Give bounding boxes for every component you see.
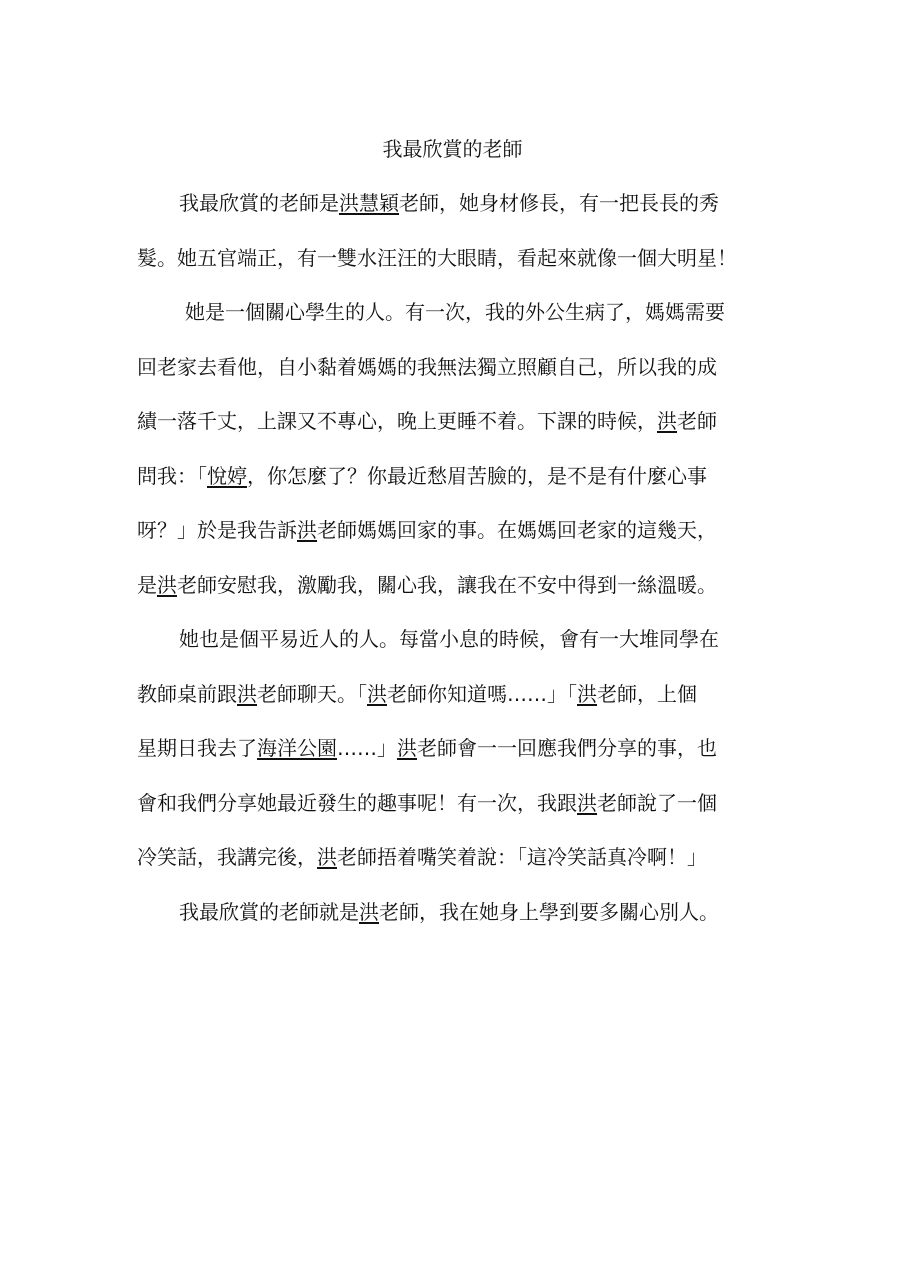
- essay-line: [137, 570, 797, 600]
- text-run: 她也是個平易近人的人。每當小息的時候，會有一大堆同學在: [179, 627, 719, 651]
- text-run: 老師，她身材修長，有一把長長的秀: [399, 191, 719, 215]
- essay-line: [137, 733, 797, 763]
- text-run: 是: [137, 572, 157, 597]
- text-run: 我最欣賞的老師是: [179, 191, 339, 215]
- text-run: 冷笑話，我講完後，: [137, 845, 317, 869]
- document-title: 我最欣賞的老師: [382, 137, 523, 161]
- text-run: 會和我們分享她最近發生的趣事呢！有一次，我跟: [137, 790, 577, 815]
- underlined-proper-name: 洪: [577, 681, 597, 706]
- essay-line: [137, 297, 845, 327]
- text-run: 教師桌前跟: [137, 681, 237, 706]
- text-run: 回老家去看他，自小黏着媽媽的我無法獨立照顧自己，所以我的成: [137, 354, 717, 379]
- text-run: ……」: [337, 736, 397, 760]
- text-run: 老師，我在她身上學到要多關心別人。: [379, 899, 719, 924]
- text-run: 老師: [677, 409, 717, 433]
- essay-line: [137, 406, 797, 436]
- underlined-proper-name: 洪: [237, 681, 257, 706]
- text-run: 我最欣賞的老師就是: [179, 899, 359, 924]
- text-run: 呀？」於是我告訴: [137, 518, 297, 542]
- text-run: 老師媽媽回家的事。在媽媽回老家的這幾天，: [317, 518, 717, 542]
- underlined-proper-name: 洪: [297, 518, 317, 542]
- essay-line: [137, 243, 797, 273]
- text-run: 老師會一一回應我們分享的事，也: [417, 736, 717, 760]
- underlined-proper-name: 洪: [367, 681, 387, 706]
- essay-line: [137, 461, 797, 491]
- text-run: 老師，上個: [597, 681, 697, 706]
- essay-line: [137, 624, 839, 654]
- text-run: 老師說了一個: [597, 790, 717, 815]
- underlined-proper-name: 洪: [397, 736, 417, 760]
- underlined-proper-name: 洪: [359, 899, 379, 924]
- essay-line: [137, 679, 797, 709]
- text-run: ，你怎麼了？你最近愁眉苦臉的，是不是有什麼心事: [247, 463, 707, 488]
- underlined-proper-name: 洪: [577, 790, 597, 815]
- underlined-proper-name: 海洋公園: [257, 736, 337, 760]
- text-run: 老師你知道嗎……」「: [387, 681, 577, 706]
- text-run: 她是一個關心學生的人。有一次，我的外公生病了，媽媽需要: [185, 300, 725, 324]
- text-run: 問我：「: [137, 463, 207, 488]
- underlined-proper-name: 洪: [657, 409, 677, 433]
- text-run: 髮。她五官端正，有一雙水汪汪的大眼睛，看起來就像一個大明星！: [137, 245, 737, 270]
- text-run: 老師安慰我，激勵我，關心我，讓我在不安中得到一絲溫暖。: [177, 572, 717, 597]
- text-run: 績一落千丈，上課又不專心，晚上更睡不着。下課的時候，: [137, 409, 657, 433]
- underlined-proper-name: 洪慧穎: [339, 191, 399, 215]
- underlined-proper-name: 洪: [157, 572, 177, 597]
- underlined-proper-name: 洪: [317, 845, 337, 869]
- essay-line: [137, 842, 797, 872]
- essay-line: [137, 515, 797, 545]
- text-run: 星期日我去了: [137, 736, 257, 760]
- underlined-proper-name: 悅婷: [207, 463, 247, 488]
- essay-line: [137, 788, 797, 818]
- text-run: 老師聊天。「: [257, 681, 367, 706]
- text-run: 老師捂着嘴笑着說：「這冷笑話真冷啊！」: [337, 845, 707, 869]
- essay-line: [137, 188, 839, 218]
- essay-line: [137, 352, 797, 382]
- essay-line: [137, 897, 839, 927]
